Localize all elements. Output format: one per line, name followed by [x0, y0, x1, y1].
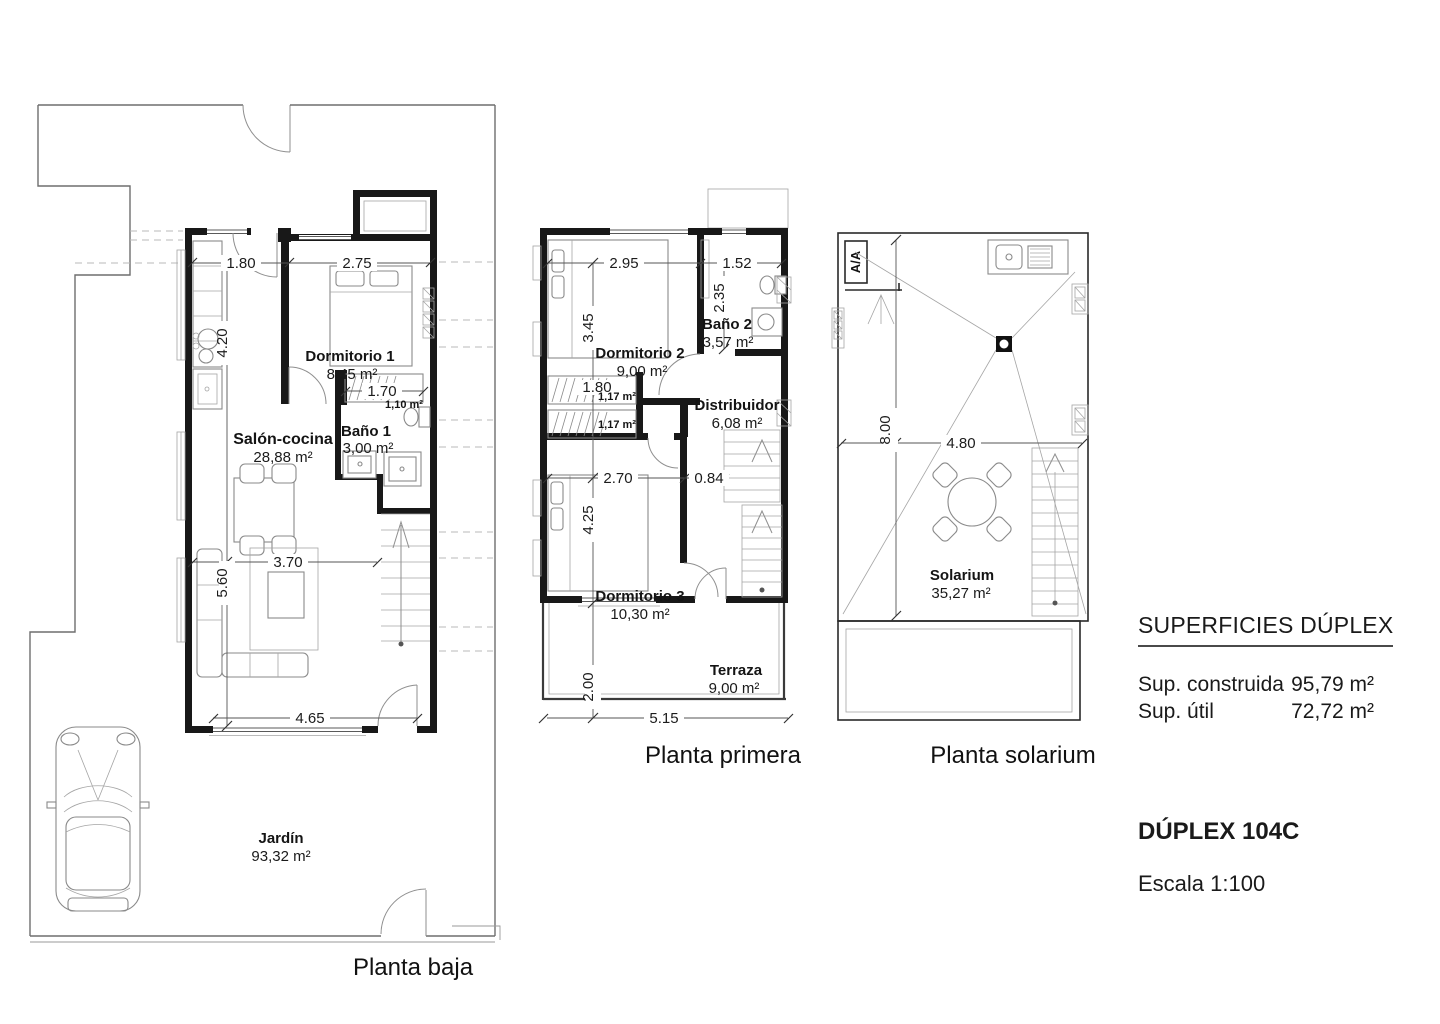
room-label-terrace: Terraza [709, 662, 763, 679]
dim-hall-width: 0.84 [694, 470, 724, 487]
dim-solarium-depth: 8.00 [877, 415, 894, 445]
dim-dorm2-width: 2.95 [609, 255, 639, 272]
room-area-solarium: 35,27 m² [931, 585, 991, 602]
toilet-icon-bath2 [760, 276, 786, 294]
plan-title-ground: Planta baja [352, 954, 474, 981]
room-area-dorm2: 9,00 m² [616, 363, 668, 380]
dining-table-icon [234, 464, 296, 555]
room-label-dorm1: Dormitorio 1 [305, 348, 395, 365]
summary-row-usable-label: Sup. útil [1138, 700, 1214, 723]
room-area-closet2: 1,17 m² [598, 419, 636, 431]
room-area-salon: 28,88 m² [253, 449, 313, 466]
room-area-closet: 1,10 m² [385, 399, 423, 411]
room-area-terrace: 9,00 m² [708, 680, 760, 697]
dim-bath2-depth: 2.35 [711, 283, 728, 313]
room-area-hall: 6,08 m² [711, 415, 763, 432]
room-area-garden: 93,32 m² [251, 848, 311, 865]
dim-living-width: 3.70 [273, 554, 303, 571]
solarium-walls [838, 233, 1088, 720]
vent-windows-solarium-right [1072, 284, 1088, 435]
washbasin-icon-bath2 [752, 308, 782, 336]
solarium-plan [832, 233, 1096, 769]
ac-unit-label: A/A [848, 250, 863, 274]
dim-bath2-width: 1.52 [722, 255, 752, 272]
dim-wardrobe-width: 1.70 [367, 383, 397, 400]
room-label-bath2: Baño 2 [701, 316, 753, 333]
room-label-hall: Distribuidor [694, 397, 780, 414]
room-label-garden: Jardín [258, 830, 304, 847]
dim-terrace-depth: 2.00 [580, 672, 597, 702]
room-label-salon: Salón-cocina [233, 431, 333, 448]
summary-row-built-value: 95,79 m² [1291, 673, 1374, 696]
room-area-bath2: 3,57 m² [702, 334, 754, 351]
kitchen-counter [193, 241, 222, 409]
dim-rear-facade: 4.65 [295, 710, 325, 727]
stairs-icon-solarium [1032, 448, 1078, 616]
room-area-dorm3: 10,30 m² [610, 606, 670, 623]
first-floor-plan [533, 189, 802, 769]
room-area-dorm1: 8,45 m² [326, 366, 378, 383]
dim-kitchen-depth: 4.20 [214, 328, 231, 358]
dim-entry-width: 1.80 [226, 255, 256, 272]
stairs-icon-first-upper [724, 430, 780, 502]
solarium-dimensions [837, 235, 1087, 621]
model-title: DÚPLEX 104C [1138, 818, 1300, 845]
windows-first-left [533, 246, 541, 576]
dim-living-depth: 5.60 [214, 568, 231, 598]
surface-summary [1138, 612, 1394, 725]
ac-unit [845, 241, 867, 283]
dim-closet-width: 1.80 [582, 379, 612, 396]
table-icon-solarium [931, 461, 1013, 543]
summary-row-usable-value: 72,72 m² [1291, 700, 1374, 723]
drain-icon [996, 336, 1012, 352]
kitchen-windows [177, 250, 185, 642]
room-label-dorm2: Dormitorio 2 [595, 345, 685, 362]
summary-rows [1138, 671, 1374, 725]
dim-bedroom-width: 2.75 [342, 255, 372, 272]
plan-title-first: Planta primera [644, 742, 802, 769]
coffee-table-icon [268, 572, 304, 618]
plan-title-solarium: Planta solarium [930, 742, 1096, 769]
dim-dorm2-depth: 3.45 [580, 313, 597, 343]
stairs-icon-ground [381, 514, 430, 647]
antenna-icon [868, 295, 894, 324]
room-area-closet1: 1,17 m² [598, 391, 636, 403]
sink-unit-icon [988, 240, 1068, 274]
dim-dorm3-width: 2.70 [603, 470, 633, 487]
summary-row-usable [1138, 698, 1374, 725]
scale-label: Escala 1:100 [1138, 871, 1266, 896]
room-label-bath1: Baño 1 [340, 423, 392, 440]
room-area-bath1: 3,00 m² [342, 440, 394, 457]
summary-row-built [1138, 671, 1374, 698]
ground-floor-plan [30, 105, 500, 981]
summary-title: SUPERFICIES DÚPLEX [1138, 612, 1393, 647]
dim-solarium-width: 4.80 [946, 435, 976, 452]
summary-row-built-label: Sup. construida [1138, 673, 1284, 696]
dim-terrace-width: 5.15 [649, 710, 679, 727]
stairs-icon-first-lower [742, 505, 782, 597]
room-label-solarium: Solarium [929, 567, 995, 584]
dim-dorm3-depth: 4.25 [580, 505, 597, 535]
shower-icon [384, 452, 421, 486]
car-icon [47, 727, 149, 911]
solarium-labels [930, 567, 1096, 769]
room-label-dorm3: Dormitorio 3 [595, 588, 685, 605]
